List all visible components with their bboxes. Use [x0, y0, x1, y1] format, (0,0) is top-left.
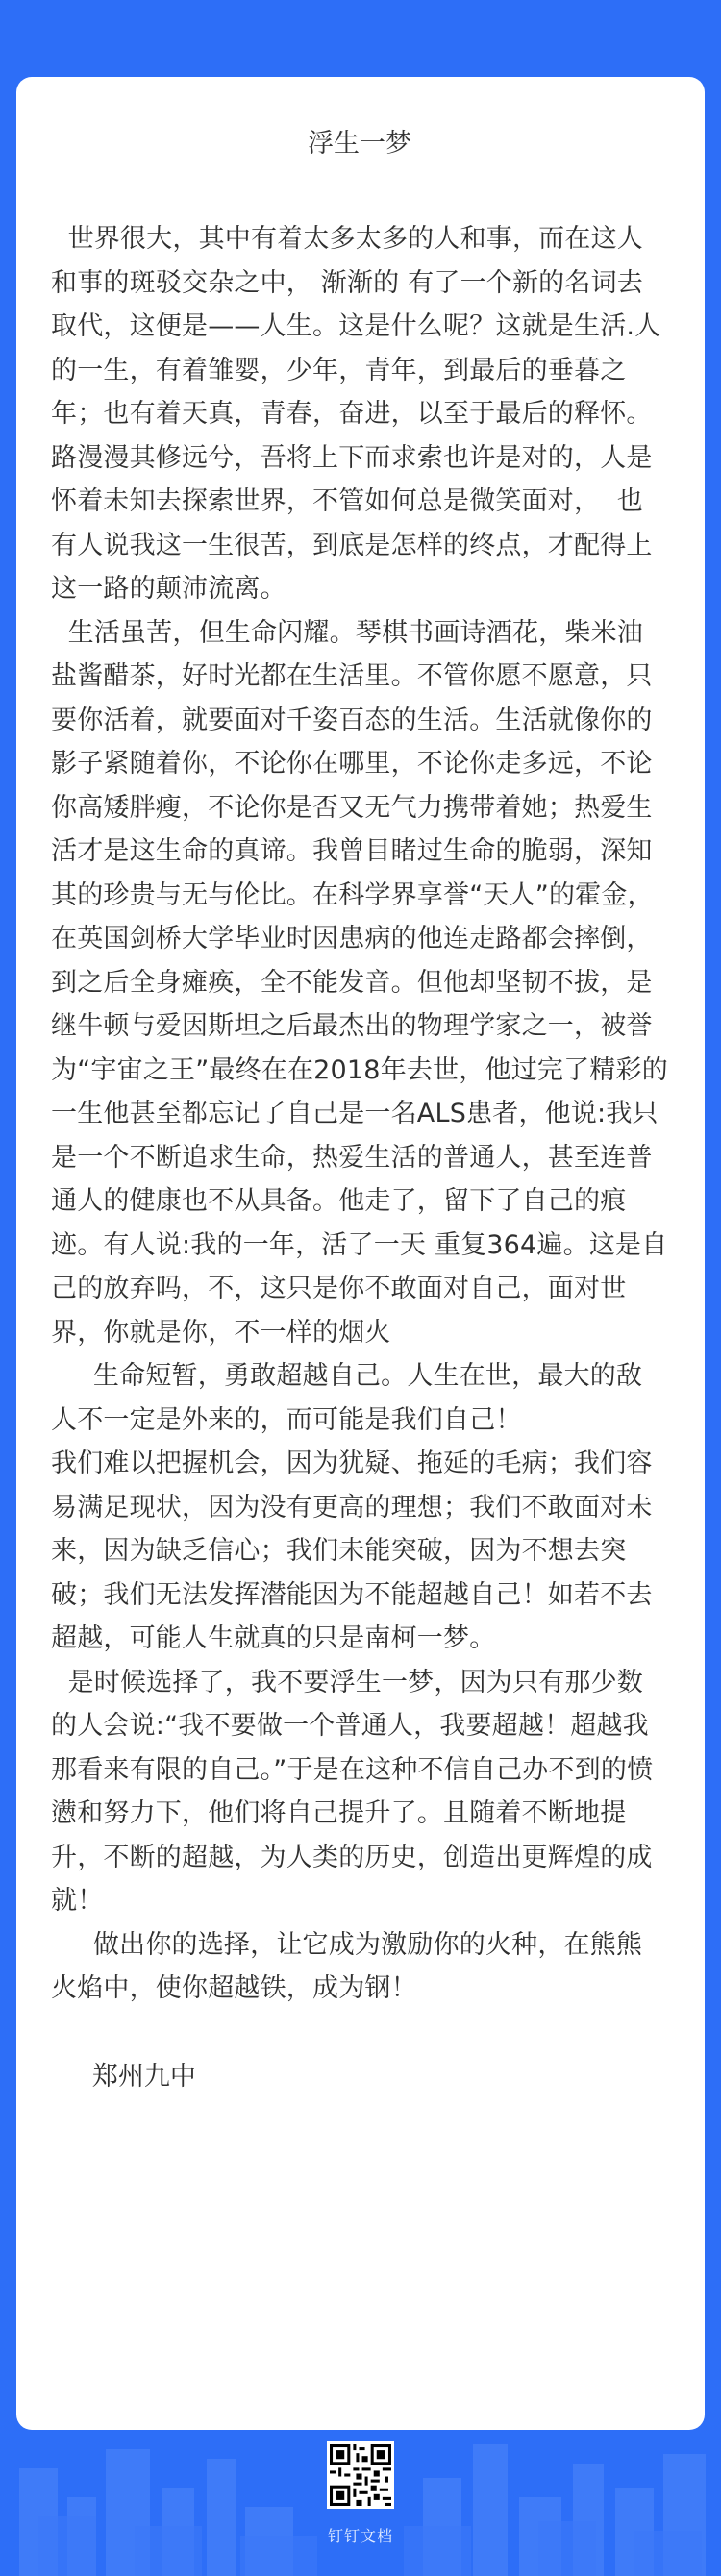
- paragraph-4: 是时候选择了，我不要浮生一梦，因为只有那少数的人会说:“我不要做一个普通人，我要超越！超越我那看来有限的自己。”于是在这种不信自己办不到的愤懑和努力下，他们将自己提升了。且随着不断地提升，不断的超越，为人类的历史，创造出更辉煌的成就！: [51, 1667, 654, 1916]
- signature: 郑州九中: [51, 2061, 196, 2092]
- footer-label: 钉钉文档: [327, 2527, 393, 2545]
- paragraph-1: 世界很大，其中有着太多太多的人和事，而在这人和事的斑驳交杂之中， 渐渐的 有了一个新的名词去取代，这便是——人生。这是什么呢？这就是生活.人的一生，有着雏婴，少年，青年，到最后的垂暮之年；也有着天真，青春，奋进，以至于最后的释怀。路漫漫其修远兮，吾将上下而求索也许是对的，人是怀着未知去探索世界，不管如何总是微笑面对， 也有人说我这一生很苦，到底是怎样的终点，才配得上这一路的颠沛流离。: [51, 224, 661, 604]
- paragraph-5: 做出你的选择，让它成为激励你的火种，在熊熊火焰中，使你超越铁，成为钢！: [51, 1929, 643, 2003]
- document-title: 浮生一梦: [308, 129, 411, 159]
- paragraph-2: 生活虽苦，但生命闪耀。琴棋书画诗酒花，柴米油盐酱醋茶，好时光都在生活里。不管你愿不愿意，只要你活着，就要面对千姿百态的生活。生活就像你的影子紧随着你，不论你在哪里，不论你走多远，不论你高矮胖瘦，不论你是否又无气力携带着她；热爱生活才是这生命的真谛。我曾目睹过生命的脆弱，深知其的珍贵与无与伦比。在科学界享誉“天人”的霍金，在英国剑桥大学毕业时因患病的他连走路都会摔倒，到之后全身瘫痪，全不能发音。但他却坚韧不拔，是继牛顿与爱因斯坦之后最杰出的物理学家之一，被誉为“宇宙之王”最终在在2018年去世，他过完了精彩的一生他甚至都忘记了自己是一名ALS患者，他说:我只是一个不断追求生命，热爱生活的普通人，甚至连普通人的健康也不从具备。他走了，留下了自己的痕迹。有人说:我的一年，活了一天 重复364遍。这是自己的放弃吗，不，这只是你不敢面对自己，面对世界，你就是你，不一样的烟火: [51, 617, 668, 1348]
- document-card: [16, 77, 705, 2430]
- paragraph-3: 生命短暂，勇敢超越自己。人生在世，最大的敌人不一定是外来的，而可能是我们自己！ 我们难以把握机会，因为犹疑、拖延的毛病；我们容易满足现状，因为没有更高的理想；我们不敢面对未来，因为缺乏信心；我们未能突破，因为不想去突破；我们无法发挥潜能因为不能超越自己！如若不去超越，可能人生就真的只是南柯一梦。: [51, 1361, 653, 1653]
- qr-code-icon[interactable]: [327, 2441, 394, 2509]
- qr-code-graphic: [330, 2444, 391, 2506]
